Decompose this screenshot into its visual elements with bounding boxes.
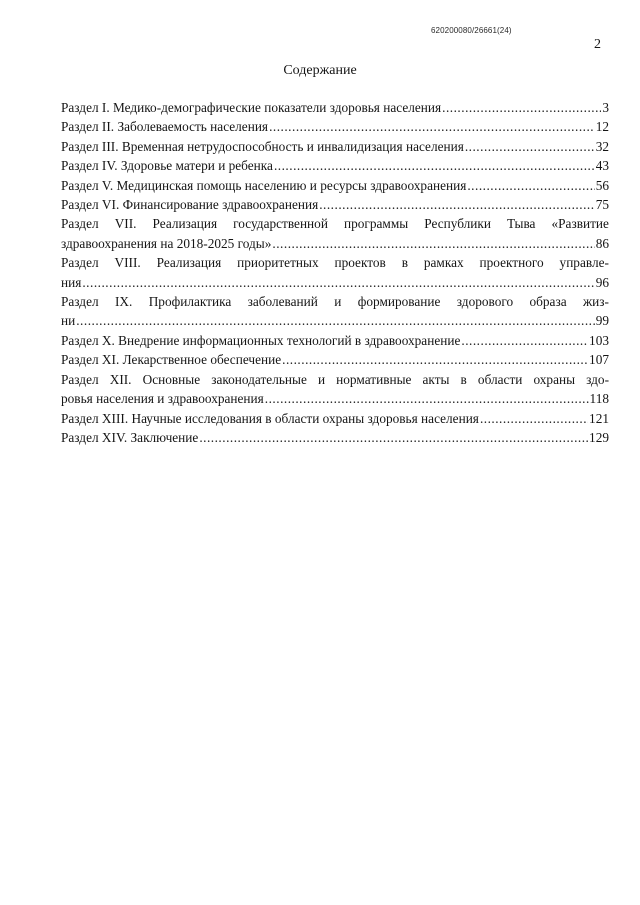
toc-word: заболеваний	[247, 294, 318, 310]
toc-word: акты	[422, 371, 450, 387]
toc-word: IX.	[114, 294, 133, 310]
toc-entry-title: Раздел VI. Финансирование здравоохранения	[61, 197, 319, 213]
toc-leader-dots	[319, 195, 595, 214]
toc-entry[interactable]	[61, 331, 609, 350]
toc-leader-dots	[282, 350, 588, 369]
toc-word: проектного	[479, 255, 544, 271]
toc-word: области	[477, 371, 523, 387]
toc-word: Раздел	[61, 371, 99, 387]
page-title: Содержание	[283, 63, 357, 78]
toc-word: Раздел	[61, 255, 99, 271]
toc-entry-title: Раздел II. Заболеваемость населения	[61, 119, 269, 135]
toc-word: проектов	[334, 255, 386, 271]
toc-entry[interactable]	[61, 137, 609, 156]
toc-entry-first-line	[61, 214, 609, 233]
toc-word: рамках	[423, 255, 464, 271]
toc-word: образа	[529, 294, 567, 310]
toc-entry-title: Раздел X. Внедрение информационных технологий в здравоохранение	[61, 332, 461, 348]
toc-leader-dots	[272, 234, 594, 253]
toc-page-number: 121	[589, 410, 609, 426]
toc-entry-line	[61, 350, 609, 369]
toc-word: законодательные	[211, 371, 307, 387]
toc-leader-dots	[480, 409, 588, 428]
toc-entry[interactable]	[61, 292, 609, 331]
toc-word: и	[334, 294, 342, 310]
toc-entry-line	[61, 234, 609, 253]
toc-word: в	[401, 255, 408, 271]
toc-leader-dots	[467, 176, 594, 195]
table-of-contents	[61, 98, 609, 447]
toc-page-number: 12	[595, 119, 609, 135]
toc-word: охраны	[533, 371, 576, 387]
toc-leader-dots	[465, 137, 595, 156]
toc-entry-line	[61, 389, 609, 408]
toc-word: Основные	[142, 371, 201, 387]
toc-word: управле-	[559, 255, 609, 271]
toc-page-number: 129	[589, 429, 609, 445]
toc-entry-line	[61, 176, 609, 195]
toc-word: VII.	[114, 216, 137, 232]
toc-entry-line	[61, 273, 609, 292]
toc-page-number: 3	[602, 100, 609, 115]
toc-entry-first-line	[61, 370, 609, 389]
toc-word: VIII.	[114, 255, 141, 271]
toc-page-number: 43	[595, 158, 609, 174]
toc-page-number: 107	[589, 352, 609, 368]
toc-page-number: 96	[595, 274, 609, 290]
toc-page-number: 32	[595, 138, 609, 154]
toc-leader-dots	[461, 331, 588, 350]
toc-leader-dots	[274, 156, 595, 175]
toc-entry[interactable]	[61, 156, 609, 175]
toc-word: Реализация	[152, 216, 218, 232]
toc-word: Раздел	[61, 216, 99, 232]
toc-entry-line	[61, 311, 609, 330]
toc-entry[interactable]	[61, 117, 609, 136]
toc-page-number: 75	[595, 197, 609, 213]
toc-entry[interactable]	[61, 428, 609, 447]
toc-word: здорового	[456, 294, 514, 310]
toc-entry[interactable]	[61, 253, 609, 292]
toc-entry[interactable]	[61, 176, 609, 195]
toc-word: формирование	[357, 294, 441, 310]
toc-entry-title: Раздел III. Временная нетрудоспособность и инвалидизация населения	[61, 138, 464, 154]
toc-entry-title: ния	[61, 274, 82, 290]
toc-entry-line	[61, 195, 609, 214]
toc-word: «Развитие	[551, 216, 609, 232]
toc-entry-title: Раздел I. Медико-демографические показатели здоровья населения	[61, 100, 442, 115]
toc-word: в	[460, 371, 467, 387]
toc-entry-line	[61, 156, 609, 175]
toc-word: XII.	[109, 371, 132, 387]
toc-entry[interactable]	[61, 350, 609, 369]
toc-entry-title: Раздел XIII. Научные исследования в области охраны здоровья населения	[61, 410, 479, 426]
toc-entry-line	[61, 98, 609, 117]
toc-entry-line	[61, 117, 609, 136]
toc-leader-dots	[82, 273, 594, 292]
toc-leader-dots	[76, 311, 594, 330]
toc-page-number: 56	[595, 177, 609, 193]
toc-entry-line	[61, 331, 609, 350]
toc-entry-title: Раздел IV. Здоровье матери и ребенка	[61, 158, 273, 174]
toc-entry-title: ни	[61, 313, 76, 329]
toc-leader-dots	[442, 98, 601, 117]
toc-entry-title: здравоохранения на 2018-2025 годы»	[61, 235, 272, 251]
toc-word: Раздел	[61, 294, 99, 310]
toc-entry-first-line	[61, 253, 609, 272]
toc-leader-dots	[269, 117, 595, 136]
toc-word: жиз-	[582, 294, 609, 310]
toc-entry-line	[61, 409, 609, 428]
toc-word: программы	[344, 216, 409, 232]
toc-entry[interactable]	[61, 214, 609, 253]
toc-entry[interactable]	[61, 370, 609, 409]
toc-word: здо-	[586, 371, 609, 387]
toc-entry-first-line	[61, 292, 609, 311]
toc-entry[interactable]	[61, 409, 609, 428]
toc-leader-dots	[265, 389, 589, 408]
toc-entry-title: Раздел XIV. Заключение	[61, 429, 199, 445]
toc-word: Республики	[424, 216, 491, 232]
toc-entry[interactable]	[61, 195, 609, 214]
toc-word: нормативные	[336, 371, 412, 387]
toc-leader-dots	[199, 428, 588, 447]
toc-page-number: 118	[589, 391, 609, 407]
toc-page-number: 103	[589, 332, 609, 348]
page-number: 2	[594, 37, 601, 52]
document-code: 620200080/26661(24)	[431, 26, 512, 35]
toc-entry-title: ровья населения и здравоохранения	[61, 391, 264, 407]
toc-entry[interactable]	[61, 98, 609, 117]
toc-word: Реализация	[156, 255, 222, 271]
toc-word: Профилактика	[148, 294, 232, 310]
toc-page-number: 99	[595, 313, 609, 329]
toc-word: приоритетных	[237, 255, 319, 271]
toc-entry-title: Раздел XI. Лекарственное обеспечение	[61, 352, 282, 368]
toc-entry-title: Раздел V. Медицинская помощь населению и ресурсы здравоохранения	[61, 177, 467, 193]
toc-entry-line	[61, 137, 609, 156]
toc-word: Тыва	[507, 216, 536, 232]
toc-entry-line	[61, 428, 609, 447]
toc-word: государственной	[233, 216, 328, 232]
toc-page-number: 86	[595, 235, 609, 251]
toc-word: и	[317, 371, 326, 387]
